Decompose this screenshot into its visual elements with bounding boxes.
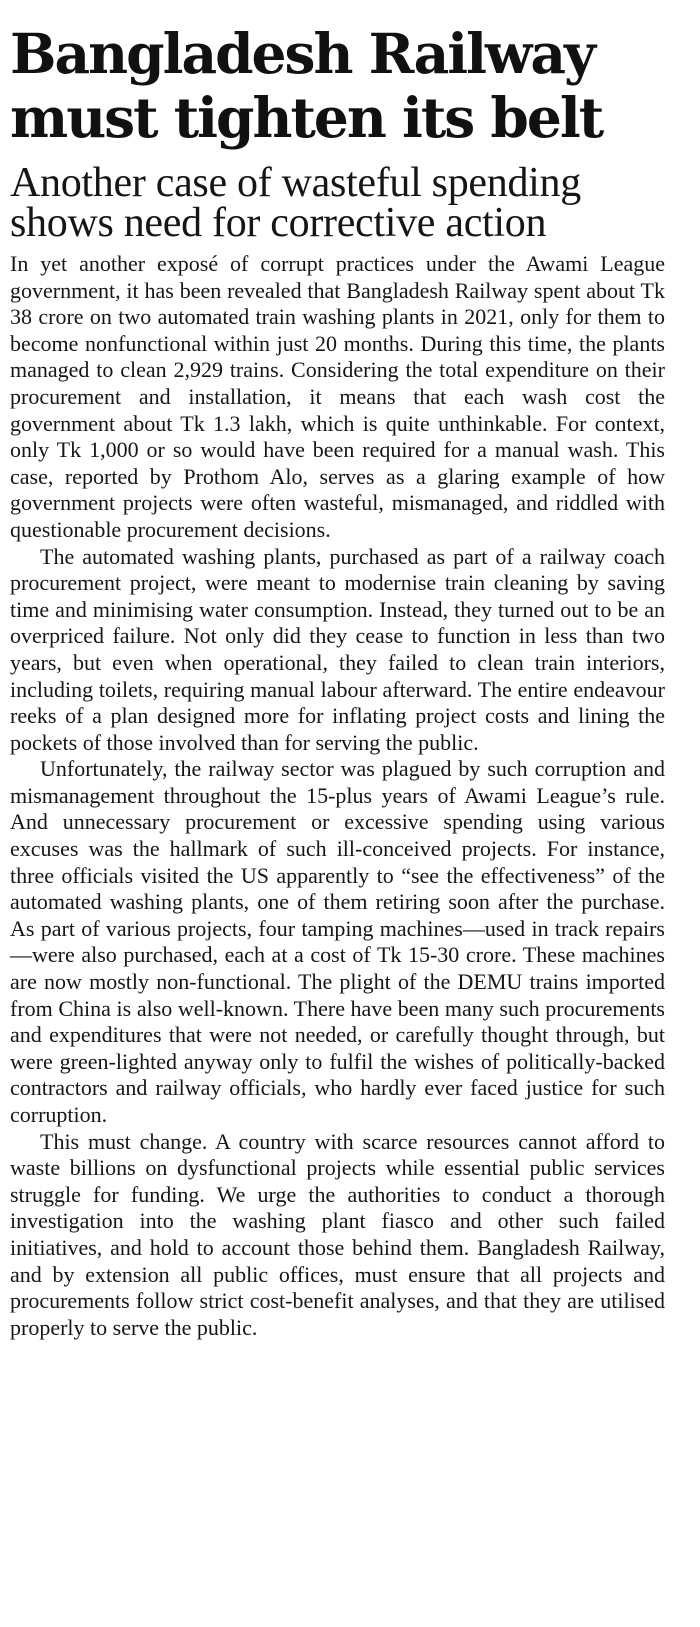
article-body <box>10 251 665 1341</box>
headline-line-2: must tighten its belt <box>10 85 603 150</box>
subheadline-line-1: Another case of wasteful spending <box>10 160 581 206</box>
paragraph-3: Unfortunately, the railway sector was plagued by such corruption and mismanagement throughout the 15-plus years of Awami League’s rule. And unnecessary procurement or excessive spending using various excuses was the hallmark of such ill-conceived projects. For instance, three officials visited the US apparently to “see the effectiveness” of the automated washing plants, one of them retiring soon after the purchase. As part of various projects, four tamping machines—used in track repairs—were also purchased, each at a cost of Tk 15-30 crore. These machines are now mostly non-functional. The plight of the DEMU trains imported from China is also well-known. There have been many such procurements and expenditures that were not needed, or carefully thought through, but were green-lighted anyway only to fulfil the wishes of politically-backed contractors and railway officials, who hardly ever faced justice for such corruption. <box>10 756 665 1127</box>
subheadline-line-2: shows need for corrective action <box>10 200 547 246</box>
headline <box>10 22 665 150</box>
editorial-article <box>10 22 665 1341</box>
subheadline <box>10 160 665 246</box>
paragraph-2: The automated washing plants, purchased as part of a railway coach procurement project, were meant to modernise train cleaning by saving time and minimising water consumption. Instead, they turned out to be an overpriced failure. Not only did they cease to function in less than two years, but even when operational, they failed to clean train interiors, including toilets, requiring manual labour afterward. The entire endeavour reeks of a plan designed more for inflating project costs and lining the pockets of those involved than for serving the public. <box>10 543 665 755</box>
headline-line-1: Bangladesh Railway <box>10 21 594 86</box>
paragraph-4: This must change. A country with scarce resources cannot afford to waste billions on dysfunctional projects while essential public services struggle for funding. We urge the authorities to conduct a thorough investigation into the washing plant fiasco and other such failed initiatives, and hold to account those behind them. Bangladesh Railway, and by extension all public offices, must ensure that all projects and procurements follow strict cost-benefit analyses, and that they are utilised properly to serve the public. <box>10 1128 665 1340</box>
paragraph-1: In yet another exposé of corrupt practices under the Awami League government, it has been revealed that Bangladesh Railway spent about Tk 38 crore on two automated train washing plants in 2021, only for them to become nonfunctional within just 20 months. During this time, the plants managed to clean 2,929 trains. Considering the total expenditure on their procurement and installation, it means that each wash cost the government about Tk 1.3 lakh, which is quite unthinkable. For context, only Tk 1,000 or so would have been required for a manual wash. This case, reported by Prothom Alo, serves as a glaring example of how government projects were often wasteful, mismanaged, and riddled with questionable procurement decisions. <box>10 251 665 542</box>
